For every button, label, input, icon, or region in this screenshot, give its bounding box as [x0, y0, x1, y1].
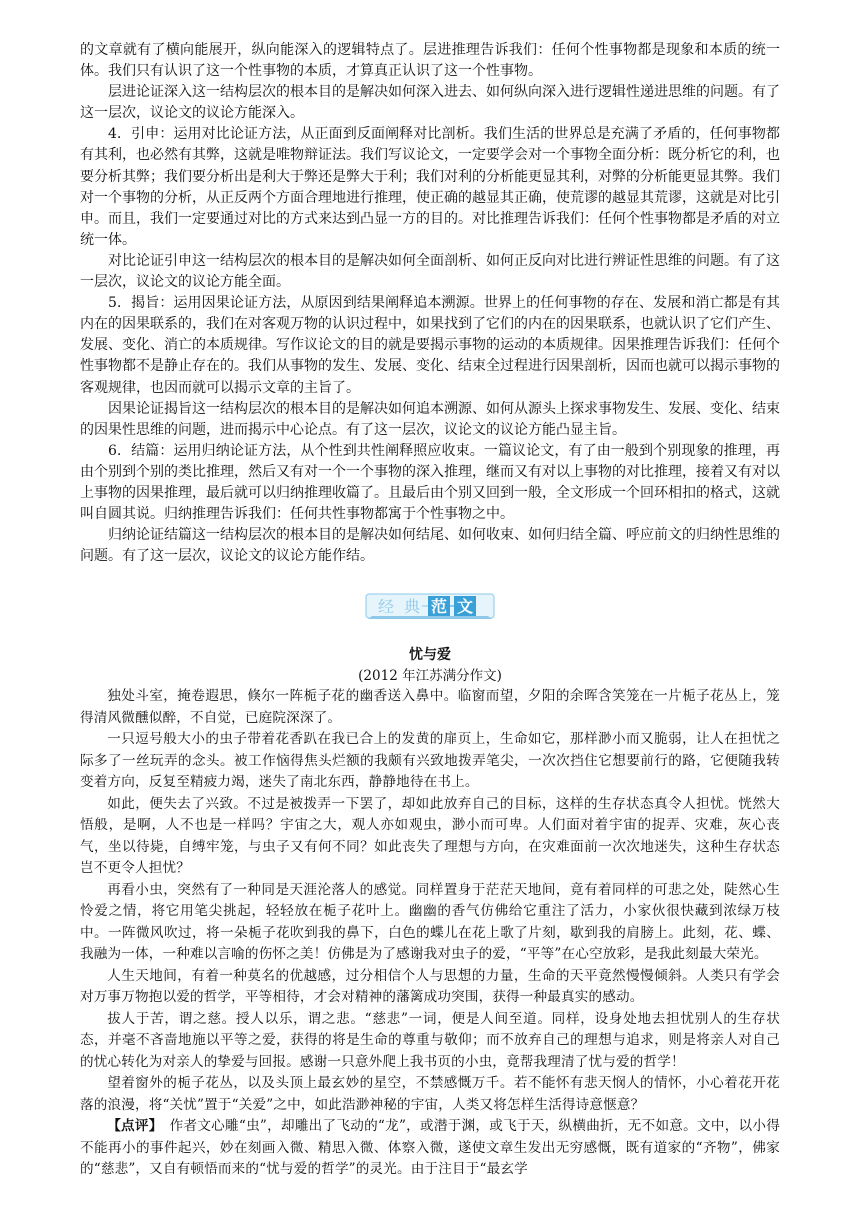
paragraph: 4．引申：运用对比论证方法，从正面到反面阐释对比剖析。我们生活的世界总是充满了矛盾的，任何事物都有其利，也必然有其弊，这就是唯物辩证法。我们写议论文，一定要学会对一个事物全面分析：既分析它的利，也要分析其弊；我们要分析出是利大于弊还是弊大于利；我们对利的分析能更显其利，对弊的分析能更显其弊。我们对一个事物的分析，从正反两个方面合理地进行推理，使正确的越显其正确，使荒谬的越显其荒谬，这就是对比引申。而且，我们一定要通过对比的方式来达到凸显一方的目的。对比推理告诉我们：任何个性事物都是矛盾的对立统一体。	[80, 126, 780, 248]
paragraph: 层进论证深入这一结构层次的根本目的是解决如何深入进去、如何纵向深入进行逻辑性递进思维的问题。有了这一层次，议论文的议论方能深入。	[80, 84, 780, 122]
comment-text: 作者文心雕“虫”，却雕出了飞动的“龙”，或潜于渊，或飞于天，纵横曲折，无不如意。文中，以小得不能再小的事件起兴，妙在刻画入微、精思入微、体察入微，遂使文章生发出无穷感慨，既有道家的“齐物”，佛家的“慈悲”，又自有顿悟而来的“忧与爱的哲学”的灵光。由于注目于“最玄学	[80, 1118, 780, 1178]
banner-char-3: 范	[430, 597, 448, 617]
essay-paragraph: 再看小虫，突然有了一种同是天涯沦落人的感觉。同样置身于茫茫天地间，竟有着同样的可悲之处，陡然心生怜爱之情，将它用笔尖挑起，轻轻放在栀子花叶上。幽幽的香气仿佛给它重注了活力，小家伙很快藏到浓绿万枝中。一阵微风吹过，将一朵栀子花吹到我的鼻下，白色的蝶儿在花上歌了片刻，歇到我的肩膀上。此刻，花、蝶、我融为一体，一种难以言喻的伤怀之美！仿佛是为了感谢我对虫子的爱，“平等”在心空放彩，是我此刻最大荣光。	[80, 881, 780, 963]
paragraph: 对比论证引申这一结构层次的根本目的是解决如何全面剖析、如何正反向对比进行辨证性思维的问题。有了这一层次，议论文的议论方能全面。	[80, 252, 780, 291]
banner-graphic	[362, 590, 498, 622]
essay-subtitle: (2012 年江苏满分作文)	[358, 668, 502, 685]
essay-paragraph: 一只逗号般大小的虫子带着花香趴在我已合上的发黄的扉页上，生命如它，那样渺小而又脆弱，让人在担忧之际多了一丝玩弄的念头。被工作恼得焦头烂额的我颇有兴致地拨弄笔尖，一次次挡住它想要前行的路，它便随我转变着方向，反复至精疲力竭，迷失了南北东西，静静地待在书上。	[80, 731, 780, 791]
essay-paragraph: 人生天地间，有着一种莫名的优越感，过分相信个人与思想的力量，生命的天平竟然慢慢倾斜。人类只有学会对万事万物抱以爱的哲学，平等相待，才会对精神的藩篱成功突围，获得一种最真实的感动。	[80, 967, 780, 1006]
essay-comment	[80, 1116, 780, 1181]
essay-paragraph: 独处斗室，掩卷遐思，倏尔一阵栀子花的幽香送入鼻中。临窗而望，夕阳的余晖含笑笼在一片栀子花丛上，笼得清风微醺似醉，不自觉，已庭院深深了。	[80, 688, 780, 726]
document-page	[80, 40, 780, 1181]
section-structure-text	[80, 40, 780, 567]
paragraph: 因果论证揭旨这一结构层次的根本目的是解决如何追本溯源、如何从源头上探求事物发生、发展、变化、结束的因果性思维的问题，进而揭示中心论点。有了这一层次，议论文的议论方能凸显主旨。	[80, 400, 780, 438]
banner-char-4: 文	[456, 597, 474, 617]
classic-essay-banner	[362, 590, 498, 622]
paragraph: 的文章就有了横向能展开，纵向能深入的逻辑特点了。层进推理告诉我们：任何个性事物都是现象和本质的统一体。我们只有认识了这一个性事物的本质，才算真正认识了这一个性事物。	[80, 42, 780, 80]
banner-char-1: 经	[377, 597, 395, 617]
essay-title: 忧与爱	[409, 647, 451, 664]
essay-paragraph: 如此，便失去了兴致。不过是被拨弄一下罢了，却如此放弃自己的目标，这样的生存状态真令人担忧。恍然大悟般，是啊，人不也是一样吗？宇宙之大，观人亦如观虫，渺小而可卑。人们面对着宇宙的捉弄、灾难，灰心丧气，坐以待毙，自缚牢笼，与虫子又有何不同？如此丧失了理想与方向，在灾难面前一次次地迷失，这种生存状态岂不更令人担忧？	[80, 795, 780, 877]
banner-char-2: 典	[403, 597, 421, 617]
essay-body	[80, 686, 780, 1181]
essay-paragraph: 拔人于苦，谓之慈。授人以乐，谓之悲。“慈悲”一词，便是人间至道。同样，设身处地去担忧别人的生存状态，并毫不吝啬地施以平等之爱，获得的将是生命的尊重与敬仰；而不放弃自己的理想与追求，则是将亲人对自己的忧心转化为对亲人的挚爱与回报。感谢一只意外爬上我书页的小虫，竟帮我理清了忧与爱的哲学！	[80, 1010, 780, 1070]
paragraph: 5．揭旨：运用因果论证方法，从原因到结果阐释追本溯源。世界上的任何事物的存在、发展和消亡都是有其内在的因果联系的，我们在对客观万物的认识过程中，如果找到了它们的内在的因果联系，也就认识了它们产生、发展、变化、消亡的本质规律。写作议论文的目的就是要揭示事物的运动的本质规律。因果推理告诉我们：任何个性事物都不是静止存在的。我们从事物的发生、发展、变化、结束全过程进行因果剖析，因而也就可以揭示事物的客观规律，也因而就可以揭示文章的主旨了。	[80, 295, 780, 396]
paragraph: 6．结篇：运用归纳论证方法，从个性到共性阐释照应收束。一篇议论文，有了由一般到个别现象的推理，再由个别到个别的类比推理，然后又有对一个一个事物的深入推理，继而又有对以上事物的对比推理，接着又有对以上事物的因果推理，最后就可以归纳推理收篇了。且最后由个别又回到一般，全文形成一个回环相扣的格式，这就叫自圆其说。归纳推理告诉我们：任何共性事物都寓于个性事物之中。	[80, 442, 780, 523]
essay-paragraph: 望着窗外的栀子花丛，以及头顶上最玄妙的星空，不禁感慨万千。若不能怀有悲天悯人的情怀，小心着花开花落的浪漫，将“关忧”置于“关爱”之中，如此浩渺神秘的宇宙，人类又将怎样生活得诗意惬意？	[80, 1075, 780, 1113]
paragraph: 归纳论证结篇这一结构层次的根本目的是解决如何结尾、如何收束、如何归结全篇、呼应前文的归纳性思维的问题。有了这一层次，议论文的议论方能作结。	[80, 527, 780, 565]
comment-label: 【点评】	[107, 1118, 156, 1135]
